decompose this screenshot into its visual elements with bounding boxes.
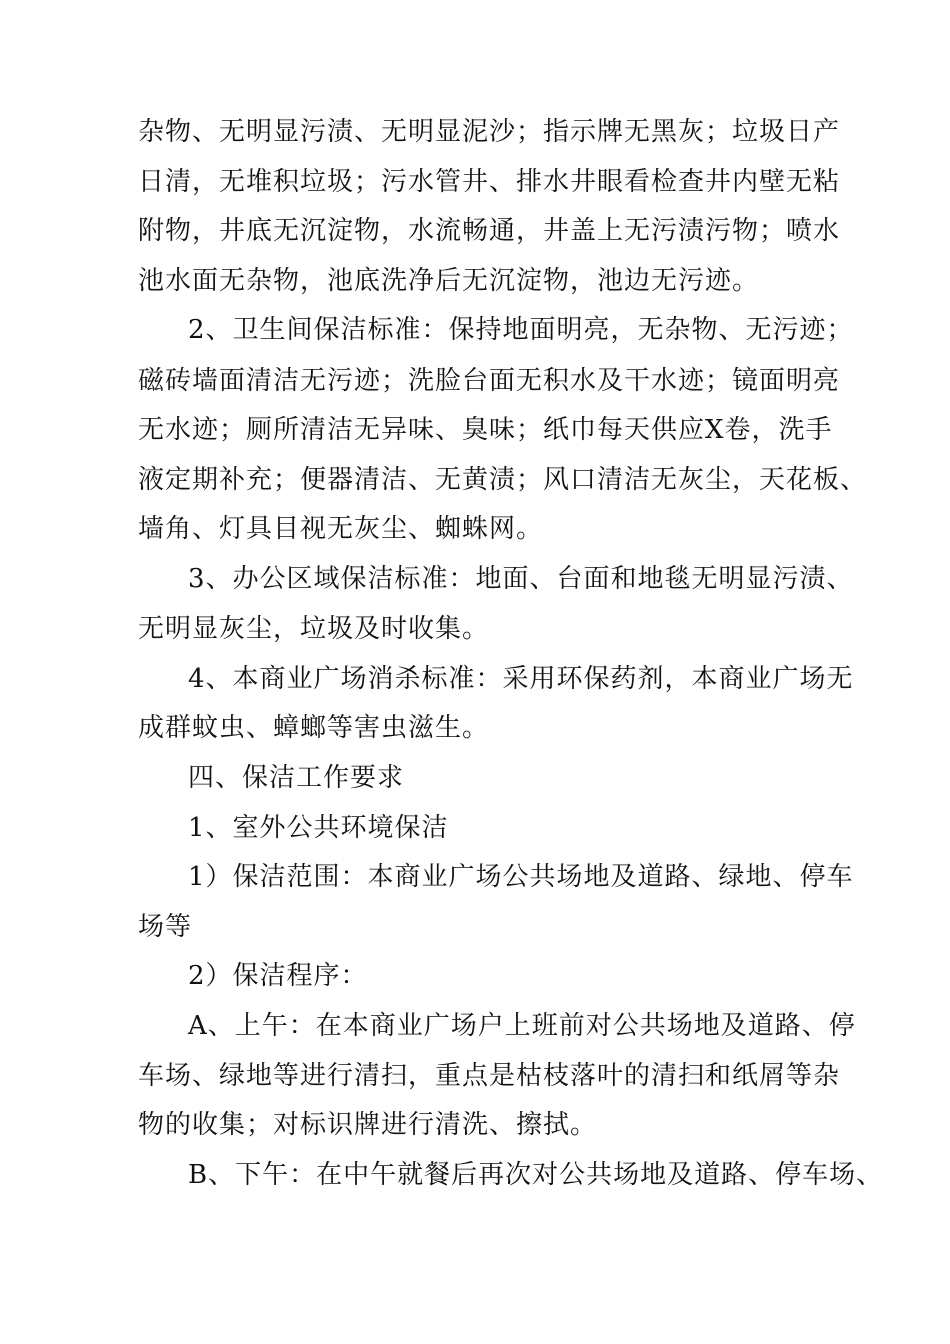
text-line: 杂物、无明显污渍、无明显泥沙；指示牌无黑灰；垃圾日产 <box>138 117 841 147</box>
text-line: 2、卫生间保洁标准：保持地面明亮，无杂物、无污迹； <box>188 315 854 345</box>
text-line: 3、办公区域保洁标准：地面、台面和地毯无明显污渍、 <box>188 564 854 594</box>
text-line: 物的收集；对标识牌进行清洗、擦拭。 <box>138 1110 598 1140</box>
text-line: 4、本商业广场消杀标准：采用环保药剂，本商业广场无 <box>188 664 854 694</box>
text-line: 1）保洁范围：本商业广场公共场地及道路、绿地、停车 <box>188 862 854 892</box>
text-line: B、下午：在中午就餐后再次对公共场地及道路、停车场、 <box>188 1160 884 1190</box>
text-line: 磁砖墙面清洁无污迹；洗脸台面无积水及干水迹；镜面明亮 <box>138 366 841 396</box>
text-line: 附物，井底无沉淀物，水流畅通，井盖上无污渍污物；喷水 <box>138 216 841 246</box>
text-line: 液定期补充；便器清洁、无黄渍；风口清洁无灰尘，天花板、 <box>138 465 868 495</box>
section-heading: 四、保洁工作要求 <box>188 763 405 793</box>
text-line: 车场、绿地等进行清扫，重点是枯枝落叶的清扫和纸屑等杂 <box>138 1061 841 1091</box>
text-line: 成群蚊虫、蟑螂等害虫滋生。 <box>138 713 490 743</box>
text-line: 无明显灰尘，垃圾及时收集。 <box>138 614 490 644</box>
text-line: 2）保洁程序： <box>188 961 368 991</box>
text-line: A、上午：在本商业广场户上班前对公共场地及道路、停 <box>188 1011 856 1041</box>
text-line: 池水面无杂物，池底洗净后无沉淀物，池边无污迹。 <box>138 266 760 296</box>
text-line: 日清，无堆积垃圾；污水管井、排水井眼看检查井内壁无粘 <box>138 167 841 197</box>
text-line: 无水迹；厕所清洁无异味、臭味；纸巾每天供应X卷，洗手 <box>138 415 833 445</box>
subsection-heading: 1、室外公共环境保洁 <box>188 813 449 843</box>
text-line: 墙角、灯具目视无灰尘、蜘蛛网。 <box>138 514 544 544</box>
text-line: 场等 <box>138 912 193 942</box>
